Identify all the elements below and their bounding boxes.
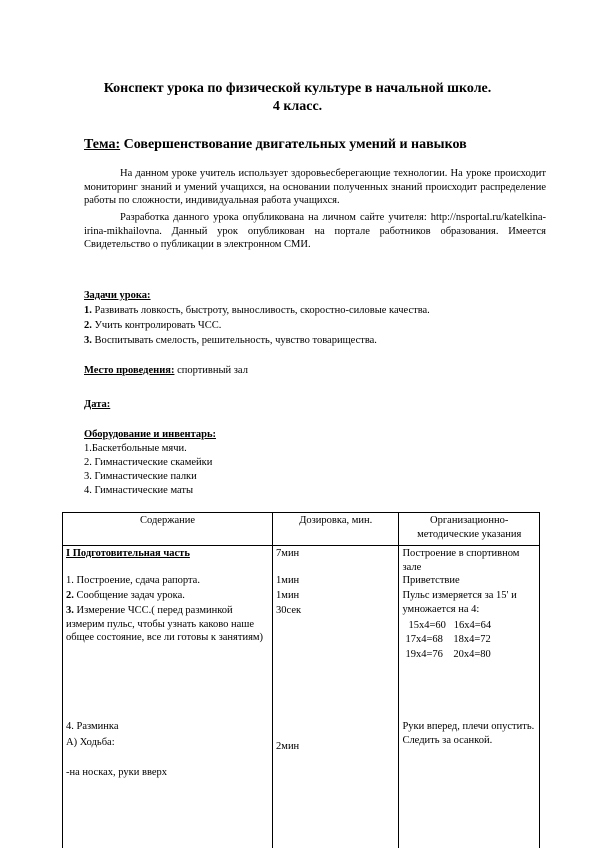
- pulse-value: 15х4=60: [408, 620, 445, 631]
- header-dosage: Дозировка, мин.: [273, 513, 399, 546]
- dosage-value: 30сек: [276, 604, 395, 618]
- task-number: 1.: [84, 305, 92, 316]
- venue-value: спортивный зал: [174, 365, 248, 376]
- pulse-value: 18х4=72: [453, 634, 490, 645]
- dosage-value: 1мин: [276, 574, 395, 588]
- document-title-line1: Конспект урока по физической культуре в начальной школе.: [60, 80, 535, 97]
- pulse-value: 19х4=76: [405, 649, 442, 660]
- topic-label: Тема:: [84, 137, 120, 152]
- intro-p1-text: На данном уроке учитель использует здоровьесберегающие технологии. На уроке происходит мониторинг знаний и умений учащихся, на основании полученных знаний происходит распределение работы по сложности, индивидуальная работа учащихся.: [84, 168, 546, 206]
- equipment-heading: Оборудование и инвентарь:: [84, 428, 216, 441]
- content-item-3: [66, 604, 269, 645]
- note-text: Построение в спортивном зале: [402, 547, 536, 574]
- item-number: 3.: [66, 605, 74, 616]
- venue-label: Место проведения:: [84, 365, 174, 376]
- task-text: Развивать ловкость, быстроту, выносливость, скоростно-силовые качества.: [92, 305, 430, 316]
- topic-text: Совершенствование двигательных умений и навыков: [120, 137, 467, 152]
- equipment-item: 4. Гимнастические маты: [84, 484, 193, 497]
- content-cell: [63, 546, 273, 848]
- pulse-row: [402, 619, 536, 633]
- intro-p2-text: Разработка данного урока опубликована на личном сайте учителя: http://nsportal.ru/katelkina-irina-mikhailovna. Данный урок опубликован на портале работников образования. Имеется Свидетельство о публикации в электронном СМИ.: [84, 212, 546, 250]
- tasks-heading: Задачи урока:: [84, 289, 151, 302]
- task-item: [84, 319, 221, 332]
- equipment-item: 3. Гимнастические палки: [84, 470, 197, 483]
- dosage-value: 1мин: [276, 589, 395, 603]
- dosage-value: 7мин: [276, 547, 395, 561]
- venue-line: [84, 364, 248, 377]
- table-row: [63, 546, 540, 848]
- notes-cell: [399, 546, 540, 848]
- item-number: 2.: [66, 590, 74, 601]
- table-header-row: [63, 513, 540, 546]
- task-number: 2.: [84, 320, 92, 331]
- content-item-1: 1. Построение, сдача рапорта.: [66, 574, 269, 588]
- pulse-value: 20х4=80: [453, 649, 490, 660]
- intro-paragraph-1: [84, 167, 546, 208]
- dosage-cell: [273, 546, 399, 848]
- content-item-4a: А) Ходьба:: [66, 736, 269, 750]
- task-number: 3.: [84, 335, 92, 346]
- pulse-value: 17х4=68: [405, 634, 442, 645]
- task-item: [84, 304, 430, 317]
- item-text: Сообщение задач урока.: [74, 590, 185, 601]
- note-text: Руки вперед, плечи опустить. Следить за осанкой.: [402, 720, 536, 747]
- lesson-plan-table: [62, 512, 540, 848]
- content-item-4b: -на носках, руки вверх: [66, 766, 269, 780]
- note-text: Пульс измеряется за 15' и умножается на 4:: [402, 589, 536, 616]
- lesson-topic: [84, 137, 467, 153]
- header-notes: Организационно-методические указания: [399, 513, 540, 546]
- pulse-value: 16х4=64: [454, 620, 491, 631]
- task-text: Воспитывать смелость, решительность, чувство товарищества.: [92, 335, 377, 346]
- intro-paragraph-2: [84, 211, 546, 252]
- document-title-line2: 4 класс.: [60, 98, 535, 115]
- dosage-value: 2мин: [276, 740, 395, 754]
- note-text: Приветствие: [402, 574, 536, 588]
- content-item-2: [66, 589, 269, 603]
- part-heading: I Подготовительная часть: [66, 547, 269, 561]
- pulse-row: [402, 633, 536, 647]
- task-item: [84, 334, 377, 347]
- date-label: Дата:: [84, 398, 110, 411]
- equipment-item: 2. Гимнастические скамейки: [84, 456, 212, 469]
- content-item-4: 4. Разминка: [66, 720, 269, 734]
- pulse-row: [402, 648, 536, 662]
- task-text: Учить контролировать ЧСС.: [92, 320, 222, 331]
- equipment-item: 1.Баскетбольные мячи.: [84, 442, 187, 455]
- item-text: Измерение ЧСС.( перед разминкой измерим пульс, чтобы узнать каково наше общее состояние, все ли готовы к занятиям): [66, 605, 263, 643]
- header-content: Содержание: [63, 513, 273, 546]
